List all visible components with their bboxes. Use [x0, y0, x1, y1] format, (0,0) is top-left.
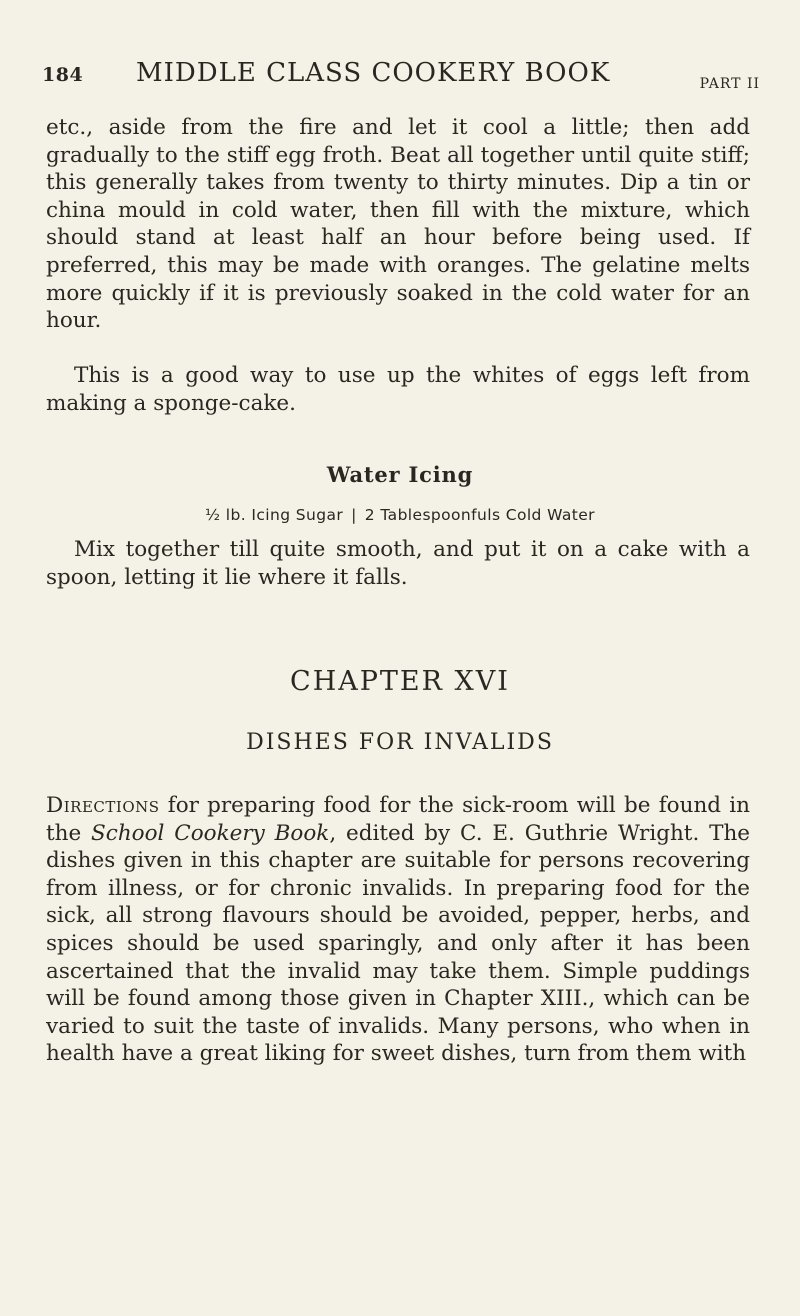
paragraph-icing-method [46, 536, 750, 591]
chapter-intro-paragraph [46, 792, 750, 1068]
ingredient-separator: | [351, 506, 357, 524]
part-label: PART II [699, 76, 760, 92]
book-title: MIDDLE CLASS COOKERY BOOK [136, 58, 611, 88]
ingredient-list [0, 506, 800, 524]
paragraph-egg-whites-text: This is a good way to use up the whites of eggs left from making a sponge-cake. [46, 363, 750, 416]
ingredient-item: 2 Tablespoonfuls Cold Water [364, 506, 595, 524]
paragraph-icing-method-text: Mix together till quite smooth, and put it on a cake with a spoon, letting it lie where it falls. [46, 537, 750, 590]
page-number: 184 [42, 64, 84, 86]
running-header [42, 54, 760, 94]
chapter-intro-text: for preparing food for the sick-room will be found in the [46, 793, 750, 846]
chapter-title: DISHES FOR INVALIDS [246, 730, 554, 755]
book-reference: School Cookery Book [91, 820, 330, 846]
ingredient-item: ½ lb. Icing Sugar [205, 506, 344, 524]
paragraph-continuation: etc., aside from the fire and let it cool a little; then add gradually to the stiff egg froth. Beat all together until quite stiff; this generally takes from twenty to thirty minutes. Dip a tin or china mould in cold water, then fill with the mixture, which should stand at least half an hour before being used. If preferred, this may be made with oranges. The gelatine melts more quickly if it is previously soaked in the cold water for an hour. [46, 115, 750, 334]
chapter-first-word: Directions [46, 793, 160, 818]
chapter-intro-text-cont: , edited by C. E. Guthrie Wright. The dishes given in this chapter are suitable for persons recovering from illness, or for chronic invalids. In preparing food for the sick, all strong flavours should be avoided, pepper, herbs, and spices should be used sparingly, and only after it has been ascertained that the invalid may take them. Simple puddings will be found among those given in Chapter XIII., which can be varied to suit the taste of invalids. Many persons, who when in health have a great liking for sweet dishes, turn from them with [46, 820, 751, 1067]
recipe-title: Water Icing [326, 462, 474, 487]
chapter-number: CHAPTER XVI [290, 666, 510, 697]
paragraph-egg-whites [46, 362, 750, 417]
